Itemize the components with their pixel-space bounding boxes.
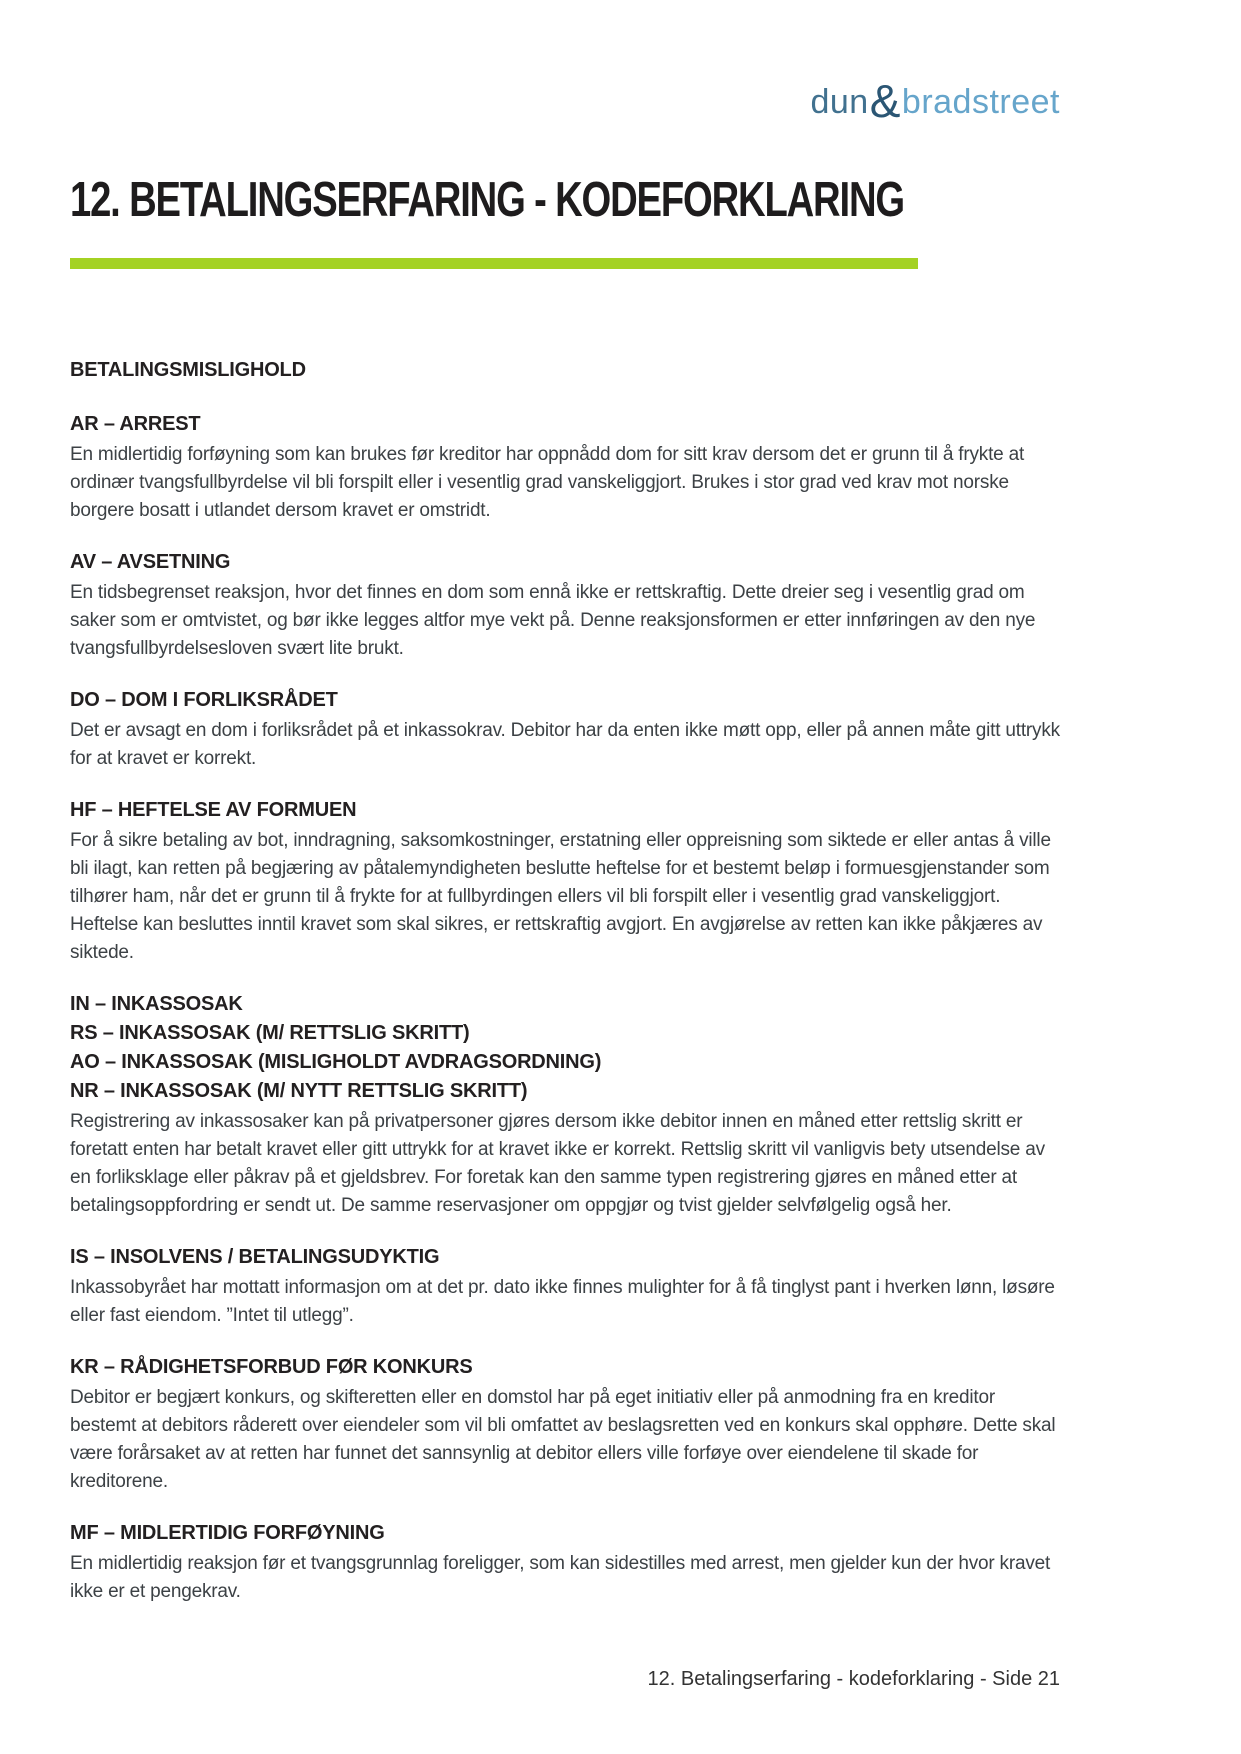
logo-text-dun: dun: [810, 83, 869, 121]
code-section: [70, 796, 1062, 967]
code-heading: DO – DOM I FORLIKSRÅDET: [70, 689, 338, 711]
code-section: [70, 990, 1062, 1220]
logo-text-bradstreet: bradstreet: [901, 83, 1060, 121]
document-body: [70, 356, 1062, 1629]
code-heading: AV – AVSETNING: [70, 551, 231, 573]
logo-ampersand-icon: &: [869, 75, 901, 127]
code-heading: IN – INKASSOSAK: [70, 993, 243, 1015]
code-description: Debitor er begjært konkurs, og skifteretten eller en domstol har på eget initiativ eller på anmodning fra en kreditor bestemt at debitors råderett over eiendeler som vil bli omfattet av beslagsretten ved en konkurs skal opphøre. Dette skal være forårsaket av at retten har funnet det sannsynlig at debitor ellers ville forføye over eiendelene til skade for kreditorene.: [70, 1387, 1056, 1492]
code-description: En midlertidig reaksjon før et tvangsgrunnlag foreligger, som kan sidestilles med arrest, men gjelder kun der hvor kravet ikke er et pengekrav.: [70, 1553, 1051, 1602]
code-heading: NR – INKASSOSAK (M/ NYTT RETTSLIG SKRITT): [70, 1080, 528, 1102]
code-section: [70, 548, 1062, 663]
code-section: [70, 1519, 1062, 1606]
code-heading: AR – ARREST: [70, 413, 201, 435]
code-heading: MF – MIDLERTIDIG FORFØYNING: [70, 1522, 385, 1544]
code-section: [70, 1353, 1062, 1496]
code-description: For å sikre betaling av bot, inndragning, saksomkostninger, erstatning eller oppreisning som siktede er eller antas å ville bli ilagt, kan retten på begjæring av påtalemyndigheten beslutte heftelse for et bestemt beløp i formuesgjenstander som tilhører ham, når det er grunn til å frykte for at fullbyrdingen ellers vil bli forspilt eller i vesentlig grad vanskeliggjort. Heftelse kan besluttes inntil kravet som skal sikres, er rettskraftig avgjort. En avgjørelse av retten kan ikke påkjæres av siktede.: [70, 830, 1051, 963]
page-title: 12. BETALINGSERFARING - KODEFORKLARING: [70, 173, 904, 227]
code-section: [70, 410, 1062, 525]
page-footer: 12. Betalingserfaring - kodeforklaring - Side 21: [647, 1668, 1060, 1690]
code-section: [70, 686, 1062, 773]
code-description: En midlertidig forføyning som kan brukes før kreditor har oppnådd dom for sitt krav dersom det er grunn til å frykte at ordinær tvangsfullbyrdelse vil bli forspilt eller i vesentlig grad vanskeliggjort. Brukes i stor grad ved krav mot norske borgere bosatt i utlandet dersom kravet er omstridt.: [70, 444, 1025, 521]
code-description: Det er avsagt en dom i forliksrådet på et inkassokrav. Debitor har da enten ikke møtt opp, eller på annen måte gitt uttrykk for at kravet er korrekt.: [70, 720, 1060, 769]
code-description: Registrering av inkassosaker kan på privatpersoner gjøres dersom ikke debitor innen en måned etter rettslig skritt er foretatt enten har betalt kravet eller gitt uttrykk for at kravet ikke er korrekt. Rettslig skritt vil vanligvis bety utsendelse av en forliksklage eller påkrav på et gjeldsbrev. For foretak kan den samme typen registrering gjøres en måned etter at betalingsoppfordring er sendt ut. De samme reservasjoner om oppgjør og tvist gjelder selvfølgelig også her.: [70, 1111, 1045, 1216]
code-heading: HF – HEFTELSE AV FORMUEN: [70, 799, 357, 821]
code-heading: KR – RÅDIGHETSFORBUD FØR KONKURS: [70, 1356, 473, 1378]
code-heading: IS – INSOLVENS / BETALINGSUDYKTIG: [70, 1246, 440, 1268]
sections: [70, 410, 1062, 1606]
group-heading: BETALINGSMISLIGHOLD: [70, 359, 306, 381]
code-section: [70, 1243, 1062, 1330]
code-heading: RS – INKASSOSAK (M/ RETTSLIG SKRITT): [70, 1022, 470, 1044]
dun-bradstreet-logo: [810, 74, 1060, 128]
code-description: Inkassobyrået har mottatt informasjon om at det pr. dato ikke finnes mulighter for å få tinglyst pant i hverken lønn, løsøre eller fast eiendom. ”Intet til utlegg”.: [70, 1277, 1055, 1326]
code-description: En tidsbegrenset reaksjon, hvor det finnes en dom som ennå ikke er rettskraftig. Dette dreier seg i vesentlig grad om saker som er omtvistet, og bør ikke legges altfor mye vekt på. Denne reaksjonsformen er etter innføringen av den nye tvangsfullbyrdelsesloven svært lite brukt.: [70, 582, 1036, 659]
code-heading: AO – INKASSOSAK (MISLIGHOLDT AVDRAGSORDNING): [70, 1051, 602, 1073]
title-underline: [70, 258, 918, 269]
